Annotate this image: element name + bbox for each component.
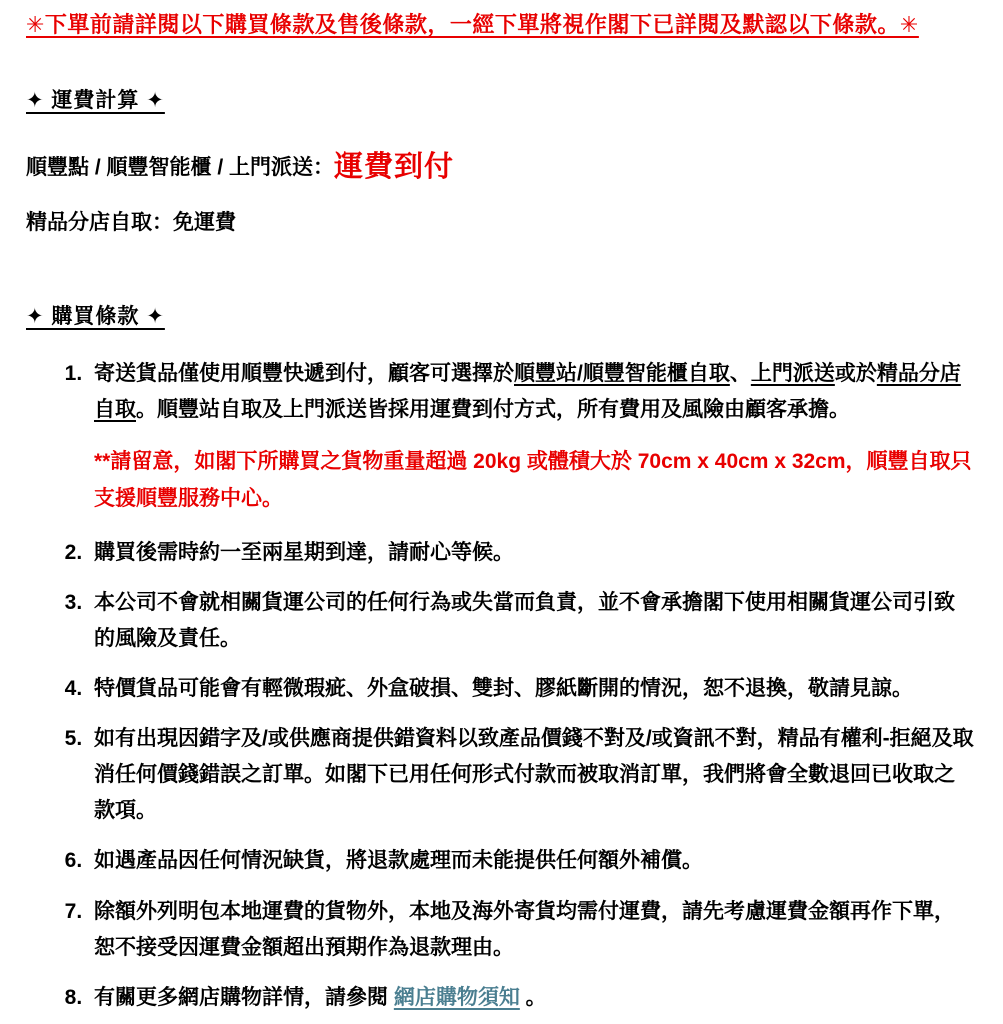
shipping-methods-label: 順豐點 / 順豐智能櫃 / 上門派送： [26,155,335,179]
store-pickup-line: 精品分店自取：免運費 [26,211,236,235]
term1-text-4: 。順豐站自取及上門派送皆採用運費到付方式，所有費用及風險由顧客承擔。 [136,398,850,422]
term1-text-1: 寄送貨品僅使用順豐快遞到付，顧客可選擇於 [94,362,514,386]
freight-collect-highlight: 運費到付 [334,150,455,183]
term4-text: 特價貨品可能會有輕微瑕疵、外盒破損、雙封、膠紙斷開的情況，恕不退換，敬請見諒。 [94,676,913,700]
term1-text-2: 、 [729,362,751,386]
term-item-5 [88,721,975,829]
term2-text: 購買後需時約一至兩星期到達，請耐心等候。 [94,540,514,564]
term5-text: 如有出現因錯字及/或供應商提供錯資料以致產品價錢不對及/或資訊不對，精品有權利-拒絕及取消任何價錢錯誤之訂單。如閣下已用任何形式付款而被取消訂單，我們將會全數退回已收取之款項。 [94,727,974,823]
purchase-terms-section-title: ✦ 購買條款 ✦ [26,305,165,329]
term8-text-prefix: 有關更多網店購物詳情，請參閱 [94,985,394,1009]
term3-text: 本公司不會就相關貨運公司的任何行為或失當而負責，並不會承擔閣下使用相關貨運公司引致的風險及責任。 [94,590,955,650]
term8-text-suffix: 。 [519,985,547,1009]
term-item-7 [88,894,975,966]
term-item-8 [88,980,975,1016]
term-item-2 [88,535,975,571]
shipping-fee-section-title: ✦ 運費計算 ✦ [26,88,165,112]
term1-store-pickup-emphasis: 精品分店自取 [94,362,961,422]
term1-home-delivery-emphasis: 上門派送 [750,362,835,386]
term7-text: 除額外列明包本地運費的貨物外，本地及海外寄貨均需付運費，請先考慮運費金額再作下單，恕不接受因運費金額超出預期作為退款理由。 [94,899,955,959]
online-shopping-guide-link[interactable]: 網店購物須知 [393,985,520,1009]
weight-size-limit-note: **請留意，如閣下所購買之貨物重量超過 20kg 或體積大於 70cm x 40cm x 32cm，順豐自取只支援順豐服務中心。 [94,450,972,510]
term6-text: 如遇產品因任何情況缺貨，將退款處理而未能提供任何額外補償。 [94,849,703,873]
term1-text-3: 或於 [834,362,877,386]
purchase-terms-section [26,300,975,1016]
term1-sf-pickup-emphasis: 順豐站/順豐智能櫃自取 [514,362,730,386]
pre-order-notice: ✳下單前請詳閱以下購買條款及售後條款，一經下單將視作閣下已詳閱及默認以下條款。✳ [26,12,919,37]
term-item-3 [88,585,975,657]
term-item-4 [88,671,975,707]
term-item-1 [88,356,975,516]
shipping-fee-section [26,84,975,237]
purchase-terms-list [26,356,975,1016]
shipping-methods-line [26,146,975,190]
term-item-6 [88,843,975,879]
